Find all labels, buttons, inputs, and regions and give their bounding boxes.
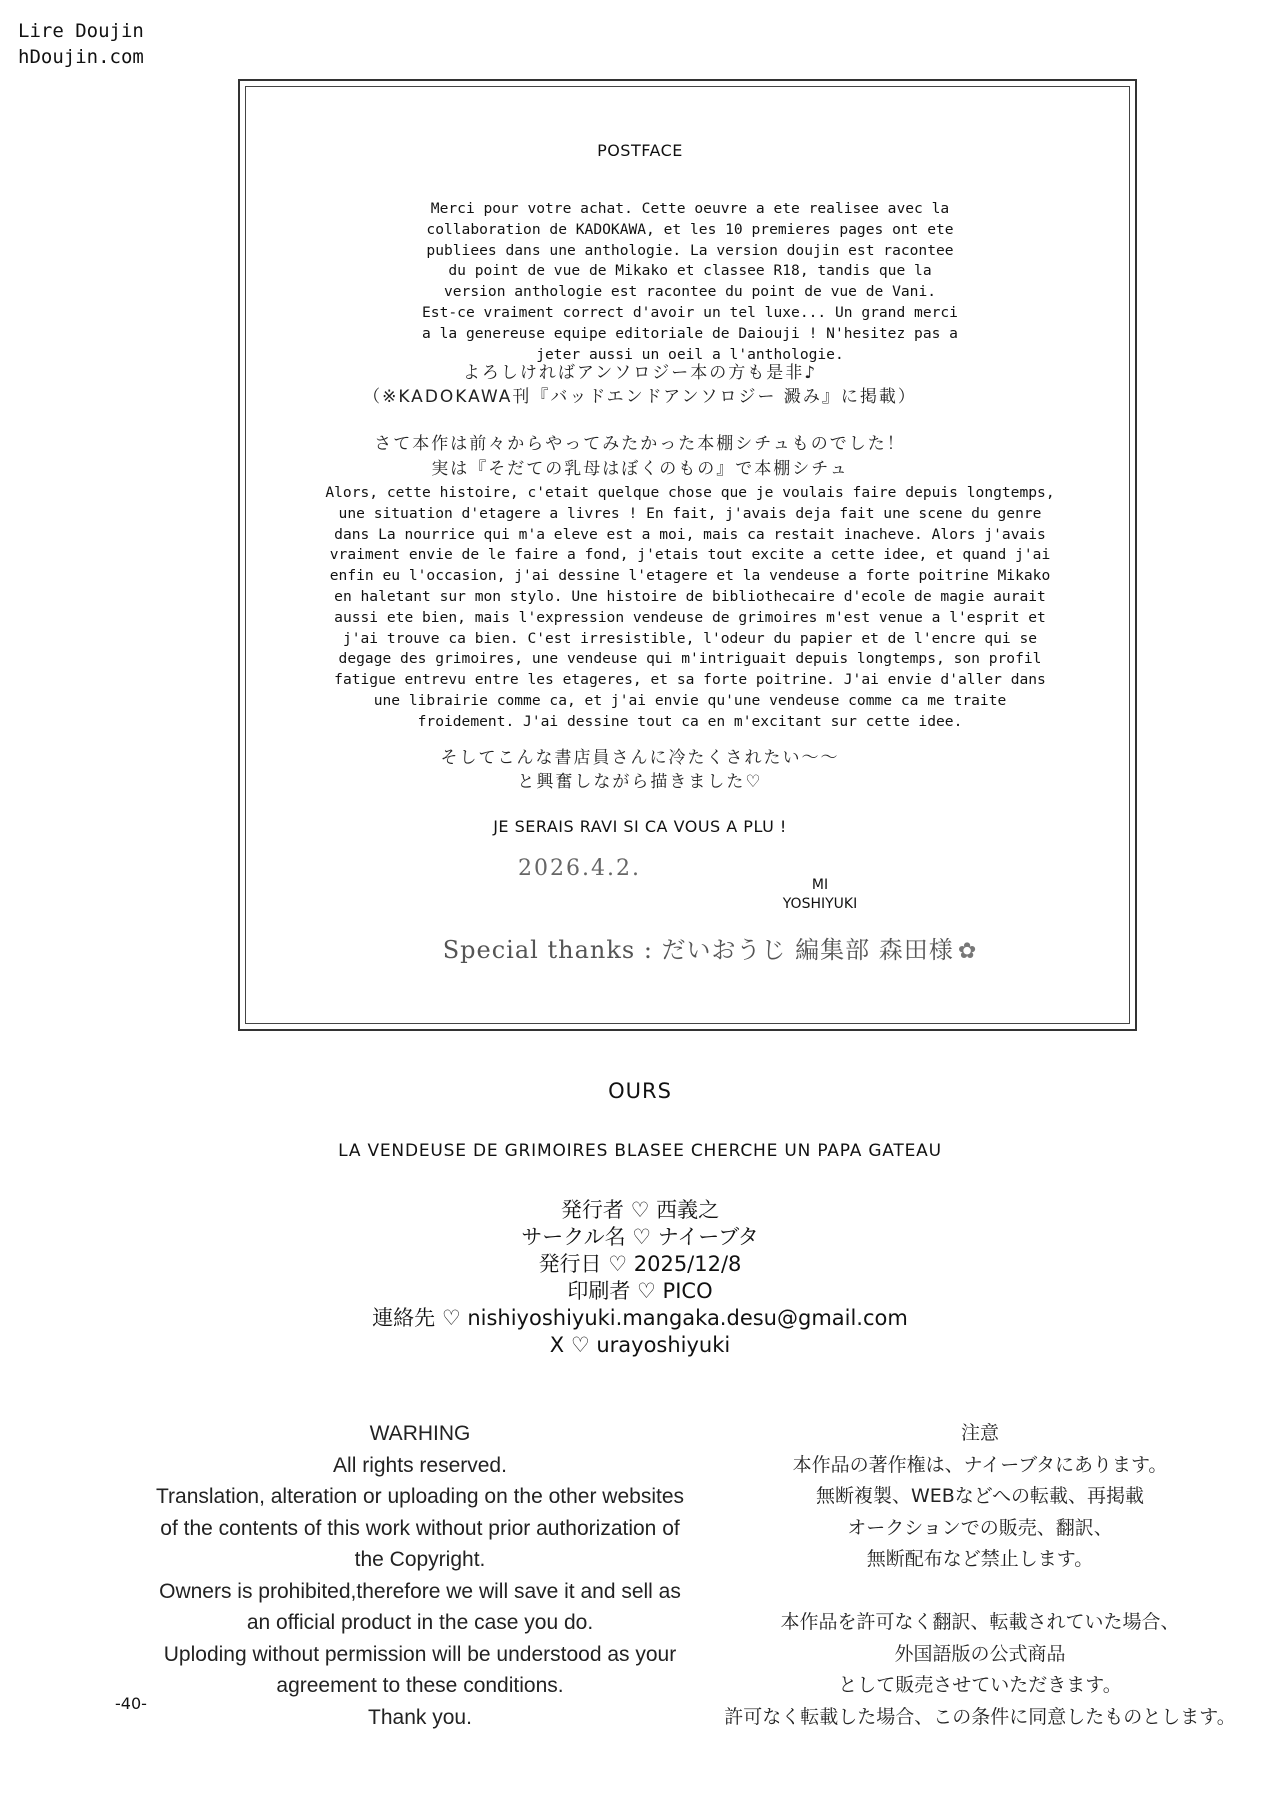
info-printer: 印刷者 ♡ PICO xyxy=(567,1279,713,1303)
info-contact: 連絡先 ♡ nishiyoshiyuki.mangaka.desu@gmail.com xyxy=(372,1306,908,1330)
author-line-1: MI xyxy=(811,877,829,893)
copyright-notice-jp: 注意 本作品の著作権は、ナイーブタにあります。 無断複製、WEBなどへの転載、再掲載 オークションでの販売、翻訳、 無断配布など禁止します。 本作品を許可なく翻訳、転載されていた場合、 外国語版の公式商品 として販売させていただきます。 許可なく転載した場合、この条件に同意したものとします。 xyxy=(724,1422,1236,1728)
postface-jp-line-5: そしてこんな書店員さんに冷たくされたい～～ xyxy=(440,748,840,768)
book-title: LA VENDEUSE DE GRIMOIRES BLASEE CHERCHE UN PAPA GATEAU xyxy=(338,1141,942,1161)
page-number: -40- xyxy=(115,1694,147,1713)
info-publisher: 発行者 ♡ 西義之 xyxy=(560,1198,720,1222)
author-signature xyxy=(760,876,880,914)
postface-jp-line-6: と興奮しながら描きました♡ xyxy=(517,772,763,792)
ours-title: OURS xyxy=(608,1079,672,1103)
author-line-2: YOSHIYUKI xyxy=(782,896,858,912)
postface-paragraph-2: Alors, cette histoire, c'etait quelque chose que je voulais faire depuis longtemps, une situation d'etagere a livres ! En fait, j'avais deja fait une scene du genre dans La nourrice qui m'a eleve est a moi, mais ca restait inacheve. Alors j'avais vraiment envie de le faire a fond, j'etais tout excite a cette idee, et quand j'ai enfin eu l'occasion, j'ai dessine l'etagere et la vendeuse a forte poitrine Mikako en haletant sur mon stylo. Une histoire de bibliothecaire d'ecole de magie aurait aussi ete bien, mais l'expression vendeuse de grimoires m'est venue a l'esprit et j'ai trouve ca bien. C'est irresistible, l'odeur du papier et de l'encre qui se degage des grimoires, une vendeuse qui m'intriguait depuis longtemps, son profil fatigue entrevu entre les etageres, et sa forte poitrine. J'ai envie d'aller dans une librairie comme ca, et j'ai envie qu'une vendeuse comme ca me traite froidement. J'ai dessine tout ca en m'excitant sur cette idee. xyxy=(325,484,1055,730)
postface-jp-line-3: さて本作は前々からやってみたかった本棚シチュものでした！ xyxy=(374,434,906,454)
flower-icon: ✿ xyxy=(957,939,978,964)
postface-jp-line-4: 実は『そだての乳母はぼくのもの』で本棚シチュ xyxy=(431,459,849,479)
copyright-notice-en: WARHING All rights reserved. Translation, alteration or uploading on the other websites of the contents of this work without prior authorization of the Copyright. Owners is prohibited,therefore we will save it and sell as an official product in the case you do. Uploding without permission will be understood as your agreement to these conditions. Thank you. xyxy=(155,1422,685,1729)
info-circle-name: サークル名 ♡ ナイーブタ xyxy=(521,1225,759,1249)
postface-title: POSTFACE xyxy=(597,141,683,160)
postface-jp-line-1: よろしければアンソロジー本の方も是非♪ xyxy=(462,363,818,383)
postface-paragraph-1: Merci pour votre achat. Cette oeuvre a ete realisee avec la collaboration de KADOKAWA, et les 10 premieres pages ont ete publiees dans une anthologie. La version doujin est racontee du point de vue de Mikako et classee R18, tandis que la version anthologie est racontee du point de vue de Vani. Est-ce vraiment correct d'avoir un tel luxe... Un grand merci a la genereuse equipe editoriale de Daiouji ! N'hesitez pas a jeter aussi un oeil a l'anthologie. xyxy=(422,200,958,363)
site-watermark xyxy=(18,18,144,70)
postface-closing: JE SERAIS RAVI SI CA VOUS A PLU ! xyxy=(493,817,787,836)
watermark-line-2: hDoujin.com xyxy=(18,46,144,68)
special-thanks xyxy=(420,930,1000,965)
info-x-account: X ♡ urayoshiyuki xyxy=(549,1333,731,1357)
info-publish-date: 発行日 ♡ 2025/12/8 xyxy=(538,1252,742,1276)
handwritten-date: 2026.4.2. xyxy=(518,856,641,881)
postface-jp-line-2: （※KADOKAWA刊『バッドエンドアンソロジー 澱み』に掲載） xyxy=(363,387,917,407)
special-thanks-text: Special thanks : だいおうじ 編集部 森田様 xyxy=(442,936,954,964)
watermark-line-1: Lire Doujin xyxy=(18,20,144,42)
